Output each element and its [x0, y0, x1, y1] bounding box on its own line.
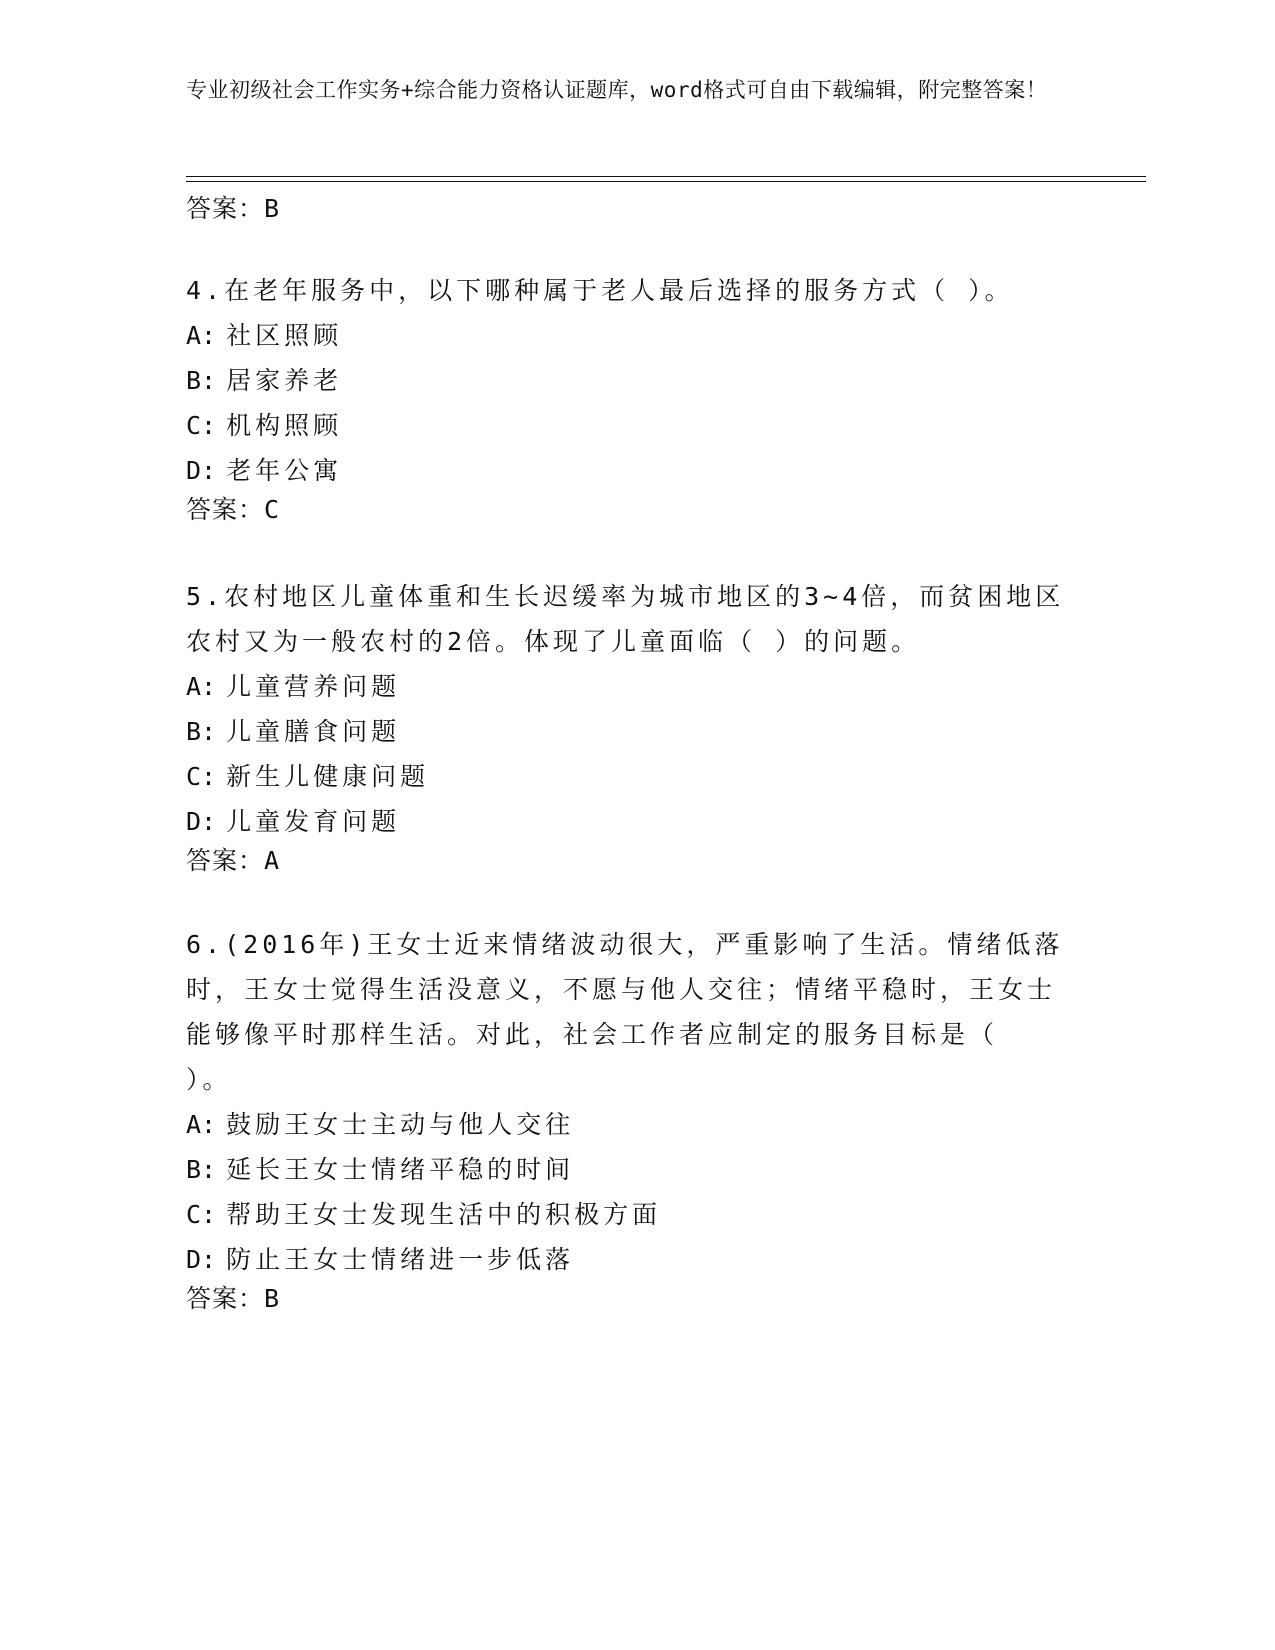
option-letter: C:: [186, 411, 217, 440]
option-letter: B:: [186, 717, 217, 746]
question-stem: 5.农村地区儿童体重和生长迟缓率为城市地区的3~4倍，而贫困地区农村又为一般农村的2倍。体现了儿童面临（ ）的问题。: [186, 582, 1065, 656]
option-d: [186, 799, 1066, 844]
option-text: 儿童发育问题: [226, 807, 401, 836]
answer-label: 答案：: [186, 1284, 265, 1313]
page-header: 专业初级社会工作实务+综合能力资格认证题库，word格式可自由下载编辑，附完整答案！: [186, 78, 1048, 102]
option-b: [186, 1147, 1066, 1192]
header-divider-second: [186, 181, 1146, 182]
question-block-3-answer: [186, 192, 1066, 226]
question-block-5: [186, 574, 1066, 878]
option-letter: B:: [186, 366, 217, 395]
option-letter: A:: [186, 1110, 217, 1139]
answer-value: B: [264, 1284, 281, 1313]
option-c: [186, 754, 1066, 799]
answer-line: [186, 493, 1066, 527]
option-letter: A:: [186, 321, 217, 350]
option-letter: B:: [186, 1155, 217, 1184]
option-text: 新生儿健康问题: [226, 762, 430, 791]
option-text: 老年公寓: [226, 456, 343, 485]
option-d: [186, 1237, 1066, 1282]
option-a: [186, 313, 1066, 358]
question-block-4: [186, 268, 1066, 527]
option-text: 延长王女士情绪平稳的时间: [226, 1155, 575, 1184]
option-b: [186, 358, 1066, 403]
question-block-6: [186, 922, 1066, 1316]
question-stem: 6.(2016年)王女士近来情绪波动很大，严重影响了生活。情绪低落时，王女士觉得生活没意义，不愿与他人交往；情绪平稳时，王女士能够像平时那样生活。对此，社会工作者应制定的服务目标是（ ）。: [186, 930, 1064, 1094]
option-letter: A:: [186, 672, 217, 701]
option-letter: D:: [186, 1245, 217, 1274]
option-a: [186, 664, 1066, 709]
answer-value: A: [264, 846, 281, 875]
option-letter: C:: [186, 762, 217, 791]
option-d: [186, 448, 1066, 493]
question-stem: 4.在老年服务中，以下哪种属于老人最后选择的服务方式（ ）。: [186, 276, 1014, 305]
answer-line: [186, 1282, 1066, 1316]
option-text: 鼓励王女士主动与他人交往: [226, 1110, 575, 1139]
option-b: [186, 709, 1066, 754]
option-c: [186, 1192, 1066, 1237]
option-text: 帮助王女士发现生活中的积极方面: [226, 1200, 662, 1229]
option-text: 居家养老: [226, 366, 343, 395]
answer-label: 答案：: [186, 846, 265, 875]
answer-value: C: [264, 495, 281, 524]
answer-label: 答案：: [186, 194, 265, 223]
option-letter: C:: [186, 1200, 217, 1229]
option-text: 儿童膳食问题: [226, 717, 401, 746]
option-text: 机构照顾: [226, 411, 343, 440]
option-text: 儿童营养问题: [226, 672, 401, 701]
option-letter: D:: [186, 807, 217, 836]
option-c: [186, 403, 1066, 448]
answer-line: [186, 192, 1066, 226]
answer-value: B: [264, 194, 281, 223]
option-a: [186, 1102, 1066, 1147]
option-letter: D:: [186, 456, 217, 485]
header-divider: [186, 176, 1146, 177]
answer-line: [186, 844, 1066, 878]
answer-label: 答案：: [186, 495, 265, 524]
option-text: 防止王女士情绪进一步低落: [226, 1245, 575, 1274]
option-text: 社区照顾: [226, 321, 343, 350]
